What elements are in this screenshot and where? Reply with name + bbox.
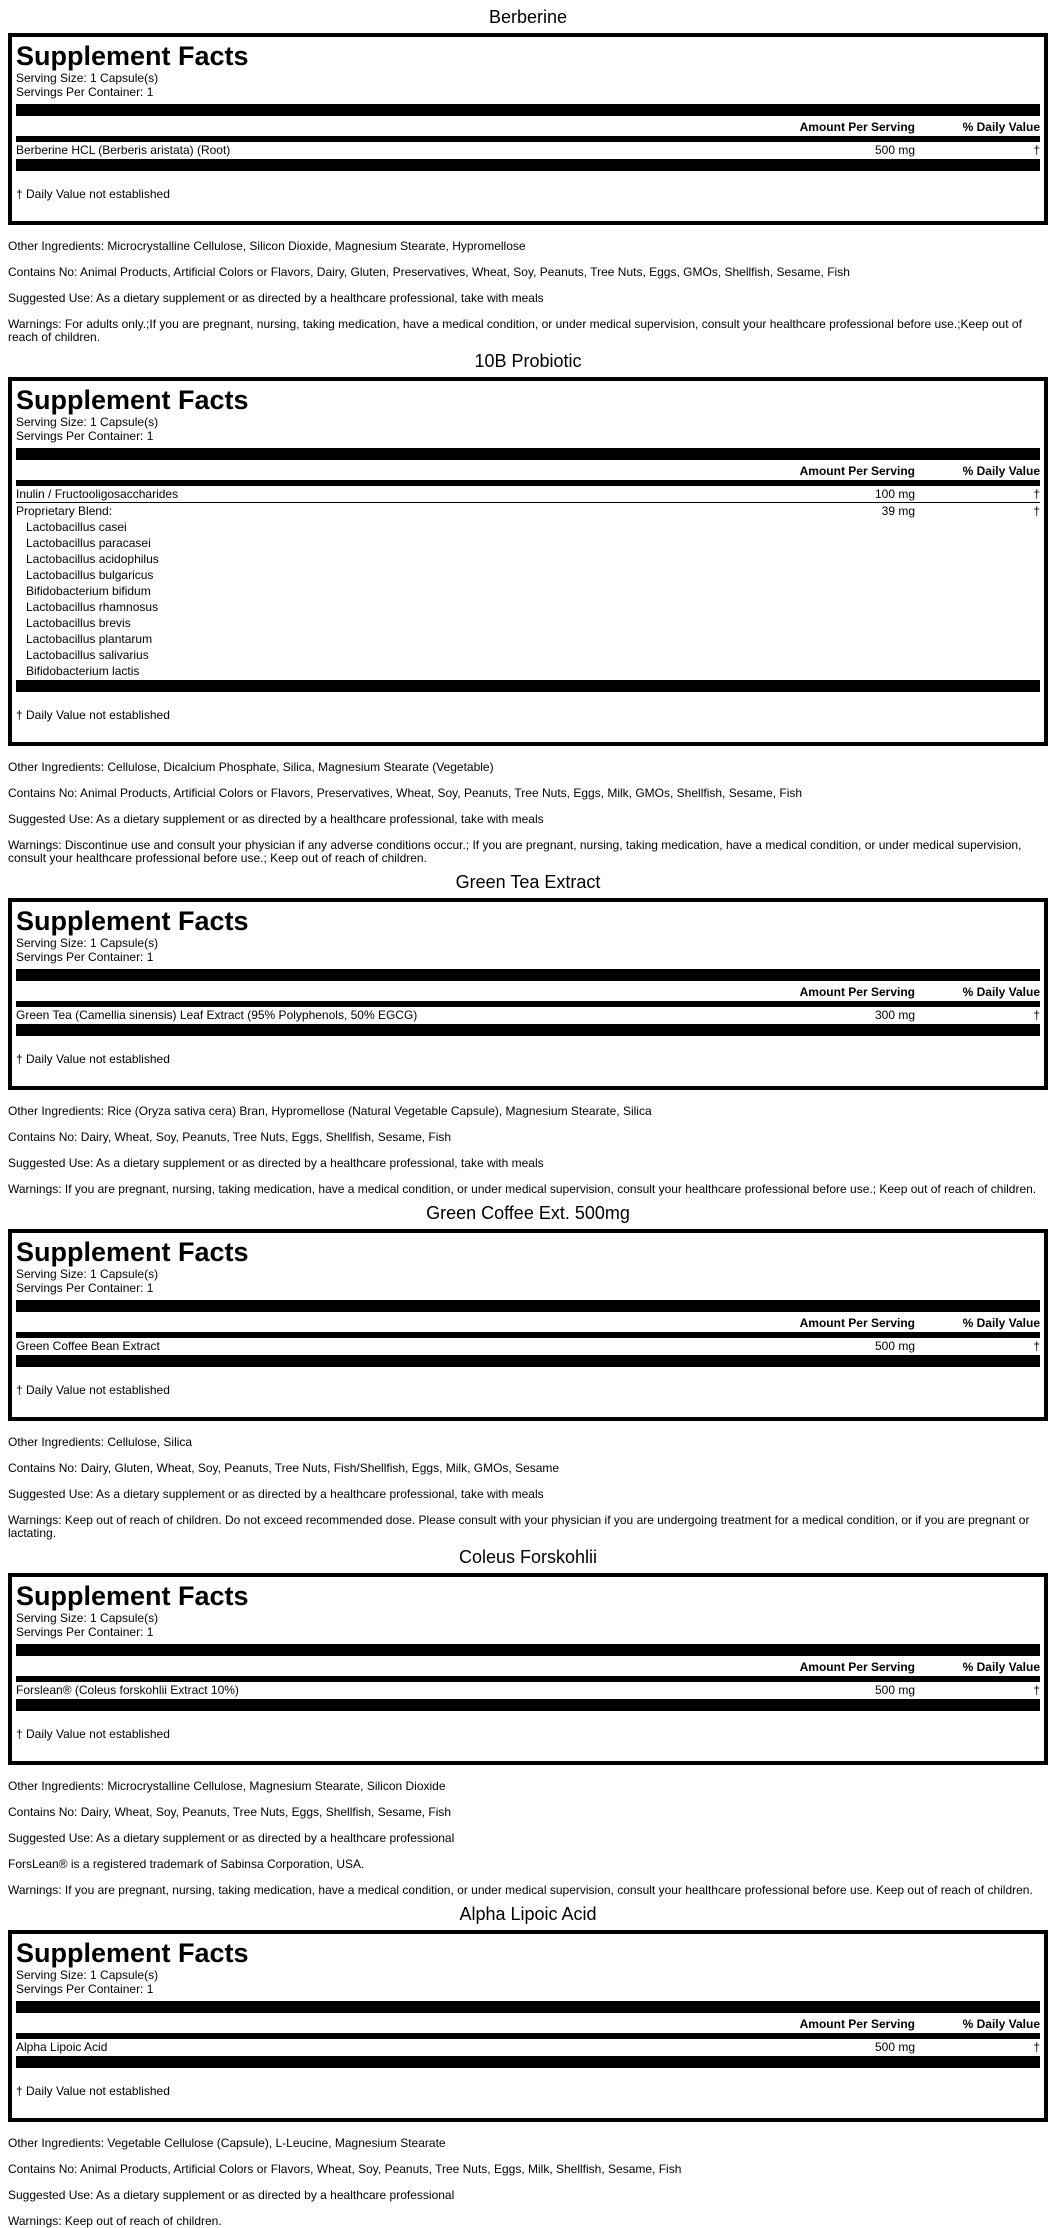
product-section bbox=[8, 1196, 1048, 1540]
serving-size: Serving Size: 1 Capsule(s) bbox=[16, 936, 159, 950]
ingredient-daily-value: † bbox=[1033, 487, 1040, 501]
ingredient-daily-value: † bbox=[1033, 2040, 1040, 2054]
blend-item: Lactobacillus brevis bbox=[26, 616, 131, 630]
daily-value-header: % Daily Value bbox=[962, 985, 1040, 999]
ingredient-daily-value: † bbox=[1033, 1683, 1040, 1697]
serving-size: Serving Size: 1 Capsule(s) bbox=[16, 71, 159, 85]
suggested-use: Suggested Use: As a dietary supplement or as directed by a healthcare professional bbox=[8, 1831, 455, 1845]
column-header-row bbox=[16, 2013, 1040, 2033]
daily-value-footnote: † Daily Value not established bbox=[16, 1383, 170, 1397]
daily-value-footnote: † Daily Value not established bbox=[16, 1052, 170, 1066]
serving-size: Serving Size: 1 Capsule(s) bbox=[16, 415, 159, 429]
thick-divider bbox=[16, 2001, 1040, 2013]
blend-item: Lactobacillus casei bbox=[26, 520, 127, 534]
ingredient-rows bbox=[16, 1338, 1040, 1354]
ingredient-rows bbox=[16, 2039, 1040, 2055]
thick-divider bbox=[16, 159, 1040, 171]
amount-per-serving-header: Amount Per Serving bbox=[799, 985, 915, 999]
blend-item: Lactobacillus paracasei bbox=[26, 536, 151, 550]
ingredient-row bbox=[16, 1007, 1040, 1023]
ingredient-amount: 500 mg bbox=[874, 143, 915, 157]
product-title: Berberine bbox=[488, 7, 568, 27]
other-ingredients: Other Ingredients: Microcrystalline Cellulose, Silicon Dioxide, Magnesium Stearate, Hypromellose bbox=[8, 239, 526, 253]
daily-value-header: % Daily Value bbox=[962, 1316, 1040, 1330]
supplement-facts-heading: Supplement Facts bbox=[16, 1237, 249, 1267]
suggested-use: Suggested Use: As a dietary supplement or as directed by a healthcare professional, take with meals bbox=[8, 291, 544, 305]
ingredient-row bbox=[16, 486, 1040, 502]
ingredient-amount: 300 mg bbox=[874, 1008, 915, 1022]
warnings: Warnings: If you are pregnant, nursing, taking medication, have a medical condition, or under medical supervision, consult your healthcare professional before use. Keep out of reach of children. bbox=[8, 1883, 1033, 1897]
supplement-facts-heading: Supplement Facts bbox=[16, 1938, 249, 1968]
ingredient-name: Green Coffee Bean Extract bbox=[16, 1339, 160, 1353]
ingredient-name: Proprietary Blend: bbox=[16, 504, 113, 518]
product-info bbox=[8, 2137, 1048, 2228]
ingredient-row bbox=[16, 142, 1040, 158]
warnings: Warnings: If you are pregnant, nursing, taking medication, have a medical condition, or under medical supervision, consult your healthcare professional before use.; Keep out of reach of children. bbox=[8, 1182, 1037, 1196]
column-header-row bbox=[16, 116, 1040, 136]
supplement-facts-panel bbox=[8, 33, 1048, 225]
other-ingredients: Other Ingredients: Microcrystalline Cellulose, Magnesium Stearate, Silicon Dioxide bbox=[8, 1779, 446, 1793]
blend-item: Lactobacillus salivarius bbox=[26, 648, 149, 662]
supplement-facts-heading: Supplement Facts bbox=[16, 906, 249, 936]
daily-value-header: % Daily Value bbox=[962, 1660, 1040, 1674]
suggested-use: Suggested Use: As a dietary supplement or as directed by a healthcare professional, take with meals bbox=[8, 1487, 544, 1501]
thick-divider bbox=[16, 1300, 1040, 1312]
product-section bbox=[8, 1897, 1048, 2228]
warnings: Warnings: Keep out of reach of children. bbox=[8, 2214, 222, 2228]
warnings: Warnings: Discontinue use and consult your physician if any adverse conditions occur.; If you are pregnant, nursing, taking medication, have a medical condition, or under medical supervision, consult your healthcare professional before use.; Keep out of reach of children. bbox=[8, 838, 1022, 865]
product-title: Alpha Lipoic Acid bbox=[459, 1904, 597, 1924]
other-ingredients: Other Ingredients: Rice (Oryza sativa cera) Bran, Hypromellose (Natural Vegetable Capsule), Magnesium Stearate, Silica bbox=[8, 1104, 652, 1118]
servings-per-container: Servings Per Container: 1 bbox=[16, 429, 154, 443]
blend-item: Lactobacillus bulgaricus bbox=[26, 568, 154, 582]
serving-size: Serving Size: 1 Capsule(s) bbox=[16, 1611, 159, 1625]
ingredient-name: Alpha Lipoic Acid bbox=[16, 2040, 108, 2054]
contains-no: Contains No: Animal Products, Artificial Colors or Flavors, Preservatives, Wheat, Soy, Peanuts, Tree Nuts, Eggs, Milk, GMOs, Shellfish, Sesame, Fish bbox=[8, 786, 803, 800]
amount-per-serving-header: Amount Per Serving bbox=[799, 120, 915, 134]
supplement-facts-panel bbox=[8, 898, 1048, 1090]
ingredient-rows bbox=[16, 1682, 1040, 1698]
daily-value-footnote: † Daily Value not established bbox=[16, 2084, 170, 2098]
supplement-facts-panel bbox=[8, 1930, 1048, 2122]
suggested-use: Suggested Use: As a dietary supplement or as directed by a healthcare professional, take with meals bbox=[8, 1156, 544, 1170]
ingredient-name: Green Tea (Camellia sinensis) Leaf Extract (95% Polyphenols, 50% EGCG) bbox=[16, 1008, 418, 1022]
suggested-use: Suggested Use: As a dietary supplement or as directed by a healthcare professional bbox=[8, 2188, 455, 2202]
daily-value-header: % Daily Value bbox=[962, 2017, 1040, 2031]
product-section bbox=[8, 344, 1048, 865]
ingredient-daily-value: † bbox=[1033, 143, 1040, 157]
ingredient-rows bbox=[16, 142, 1040, 158]
blend-item: Bifidobacterium bifidum bbox=[26, 584, 151, 598]
supplement-facts-panel bbox=[8, 1229, 1048, 1421]
thick-divider bbox=[16, 1644, 1040, 1656]
warnings: Warnings: Keep out of reach of children. Do not exceed recommended dose. Please consult with your physician if you are undergoing treatment for a medical condition, or if you are pregnant or lactating. bbox=[8, 1513, 1030, 1540]
servings-per-container: Servings Per Container: 1 bbox=[16, 1281, 154, 1295]
ingredient-name: Berberine HCL (Berberis aristata) (Root) bbox=[16, 143, 231, 157]
ingredient-rows bbox=[16, 1007, 1040, 1023]
product-title: 10B Probiotic bbox=[474, 351, 582, 371]
blend-item: Lactobacillus plantarum bbox=[26, 632, 153, 646]
ingredient-row bbox=[16, 2039, 1040, 2055]
contains-no: Contains No: Dairy, Gluten, Wheat, Soy, Peanuts, Tree Nuts, Fish/Shellfish, Eggs, Milk, GMOs, Sesame bbox=[8, 1461, 560, 1475]
supplement-facts-panel bbox=[8, 377, 1048, 746]
servings-per-container: Servings Per Container: 1 bbox=[16, 1625, 154, 1639]
supplement-facts-heading: Supplement Facts bbox=[16, 1581, 249, 1611]
trademark-notice: ForsLean® is a registered trademark of Sabinsa Corporation, USA. bbox=[8, 1857, 365, 1871]
other-ingredients: Other Ingredients: Vegetable Cellulose (Capsule), L-Leucine, Magnesium Stearate bbox=[8, 2136, 446, 2150]
supplement-facts-panel bbox=[8, 1573, 1048, 1765]
product-title: Coleus Forskohlii bbox=[458, 1547, 598, 1567]
blend-item: Lactobacillus acidophilus bbox=[26, 552, 159, 566]
blend-item: Lactobacillus rhamnosus bbox=[26, 600, 159, 614]
contains-no: Contains No: Dairy, Wheat, Soy, Peanuts, Tree Nuts, Eggs, Shellfish, Sesame, Fish bbox=[8, 1805, 452, 1819]
product-info bbox=[8, 1780, 1048, 1897]
ingredient-row bbox=[16, 1682, 1040, 1698]
ingredient-row bbox=[16, 1338, 1040, 1354]
product-info bbox=[8, 1105, 1048, 1196]
supplement-facts-heading: Supplement Facts bbox=[16, 385, 249, 415]
amount-per-serving-header: Amount Per Serving bbox=[799, 464, 915, 478]
daily-value-footnote: † Daily Value not established bbox=[16, 187, 170, 201]
contains-no: Contains No: Dairy, Wheat, Soy, Peanuts, Tree Nuts, Eggs, Shellfish, Sesame, Fish bbox=[8, 1130, 452, 1144]
amount-per-serving-header: Amount Per Serving bbox=[799, 1660, 915, 1674]
servings-per-container: Servings Per Container: 1 bbox=[16, 85, 154, 99]
contains-no: Contains No: Animal Products, Artificial Colors or Flavors, Dairy, Gluten, Preservatives, Wheat, Soy, Peanuts, Tree Nuts, Eggs, GMOs, Shellfish, Sesame, Fish bbox=[8, 265, 850, 279]
other-ingredients: Other Ingredients: Cellulose, Silica bbox=[8, 1435, 193, 1449]
ingredient-daily-value: † bbox=[1033, 1339, 1040, 1353]
servings-per-container: Servings Per Container: 1 bbox=[16, 950, 154, 964]
ingredient-daily-value: † bbox=[1033, 504, 1040, 518]
servings-per-container: Servings Per Container: 1 bbox=[16, 1982, 154, 1996]
serving-size: Serving Size: 1 Capsule(s) bbox=[16, 1968, 159, 1982]
daily-value-header: % Daily Value bbox=[962, 464, 1040, 478]
product-title: Green Tea Extract bbox=[455, 872, 601, 892]
ingredient-name: Forslean® (Coleus forskohlii Extract 10%) bbox=[16, 1683, 239, 1697]
ingredient-amount: 500 mg bbox=[874, 1683, 915, 1697]
thick-divider bbox=[16, 969, 1040, 981]
thick-divider bbox=[16, 2056, 1040, 2068]
thick-divider bbox=[16, 1024, 1040, 1036]
product-title: Green Coffee Ext. 500mg bbox=[426, 1203, 630, 1223]
column-header-row bbox=[16, 1312, 1040, 1332]
ingredient-amount: 100 mg bbox=[874, 487, 915, 501]
column-header-row bbox=[16, 460, 1040, 480]
ingredient-daily-value: † bbox=[1033, 1008, 1040, 1022]
thick-divider bbox=[16, 448, 1040, 460]
ingredient-rows bbox=[16, 486, 1040, 679]
product-info bbox=[8, 1436, 1048, 1540]
ingredient-amount: 500 mg bbox=[874, 1339, 915, 1353]
other-ingredients: Other Ingredients: Cellulose, Dicalcium Phosphate, Silica, Magnesium Stearate (Vegetable) bbox=[8, 760, 494, 774]
warnings: Warnings: For adults only.;If you are pregnant, nursing, taking medication, have a medical condition, or under medical supervision, consult your healthcare professional before use.;Keep out of reach of children. bbox=[8, 317, 1022, 344]
blend-item: Bifidobacterium lactis bbox=[26, 664, 140, 678]
amount-per-serving-header: Amount Per Serving bbox=[799, 1316, 915, 1330]
contains-no: Contains No: Animal Products, Artificial Colors or Flavors, Wheat, Soy, Peanuts, Tree Nuts, Eggs, Milk, Shellfish, Sesame, Fish bbox=[8, 2162, 682, 2176]
ingredient-name: Inulin / Fructooligosaccharides bbox=[16, 487, 179, 501]
thick-divider bbox=[16, 680, 1040, 692]
daily-value-header: % Daily Value bbox=[962, 120, 1040, 134]
thick-divider bbox=[16, 1699, 1040, 1711]
thick-divider bbox=[16, 104, 1040, 116]
suggested-use: Suggested Use: As a dietary supplement or as directed by a healthcare professional, take with meals bbox=[8, 812, 544, 826]
ingredient-amount: 39 mg bbox=[881, 504, 915, 518]
amount-per-serving-header: Amount Per Serving bbox=[799, 2017, 915, 2031]
ingredient-amount: 500 mg bbox=[874, 2040, 915, 2054]
thick-divider bbox=[16, 1355, 1040, 1367]
product-section bbox=[8, 0, 1048, 344]
product-info bbox=[8, 761, 1048, 865]
serving-size: Serving Size: 1 Capsule(s) bbox=[16, 1267, 159, 1281]
product-info bbox=[8, 240, 1048, 344]
ingredient-row bbox=[16, 502, 1040, 519]
column-header-row bbox=[16, 1656, 1040, 1676]
daily-value-footnote: † Daily Value not established bbox=[16, 708, 170, 722]
product-section bbox=[8, 865, 1048, 1196]
supplement-facts-heading: Supplement Facts bbox=[16, 41, 249, 71]
daily-value-footnote: † Daily Value not established bbox=[16, 1727, 170, 1741]
product-section bbox=[8, 1540, 1048, 1897]
column-header-row bbox=[16, 981, 1040, 1001]
